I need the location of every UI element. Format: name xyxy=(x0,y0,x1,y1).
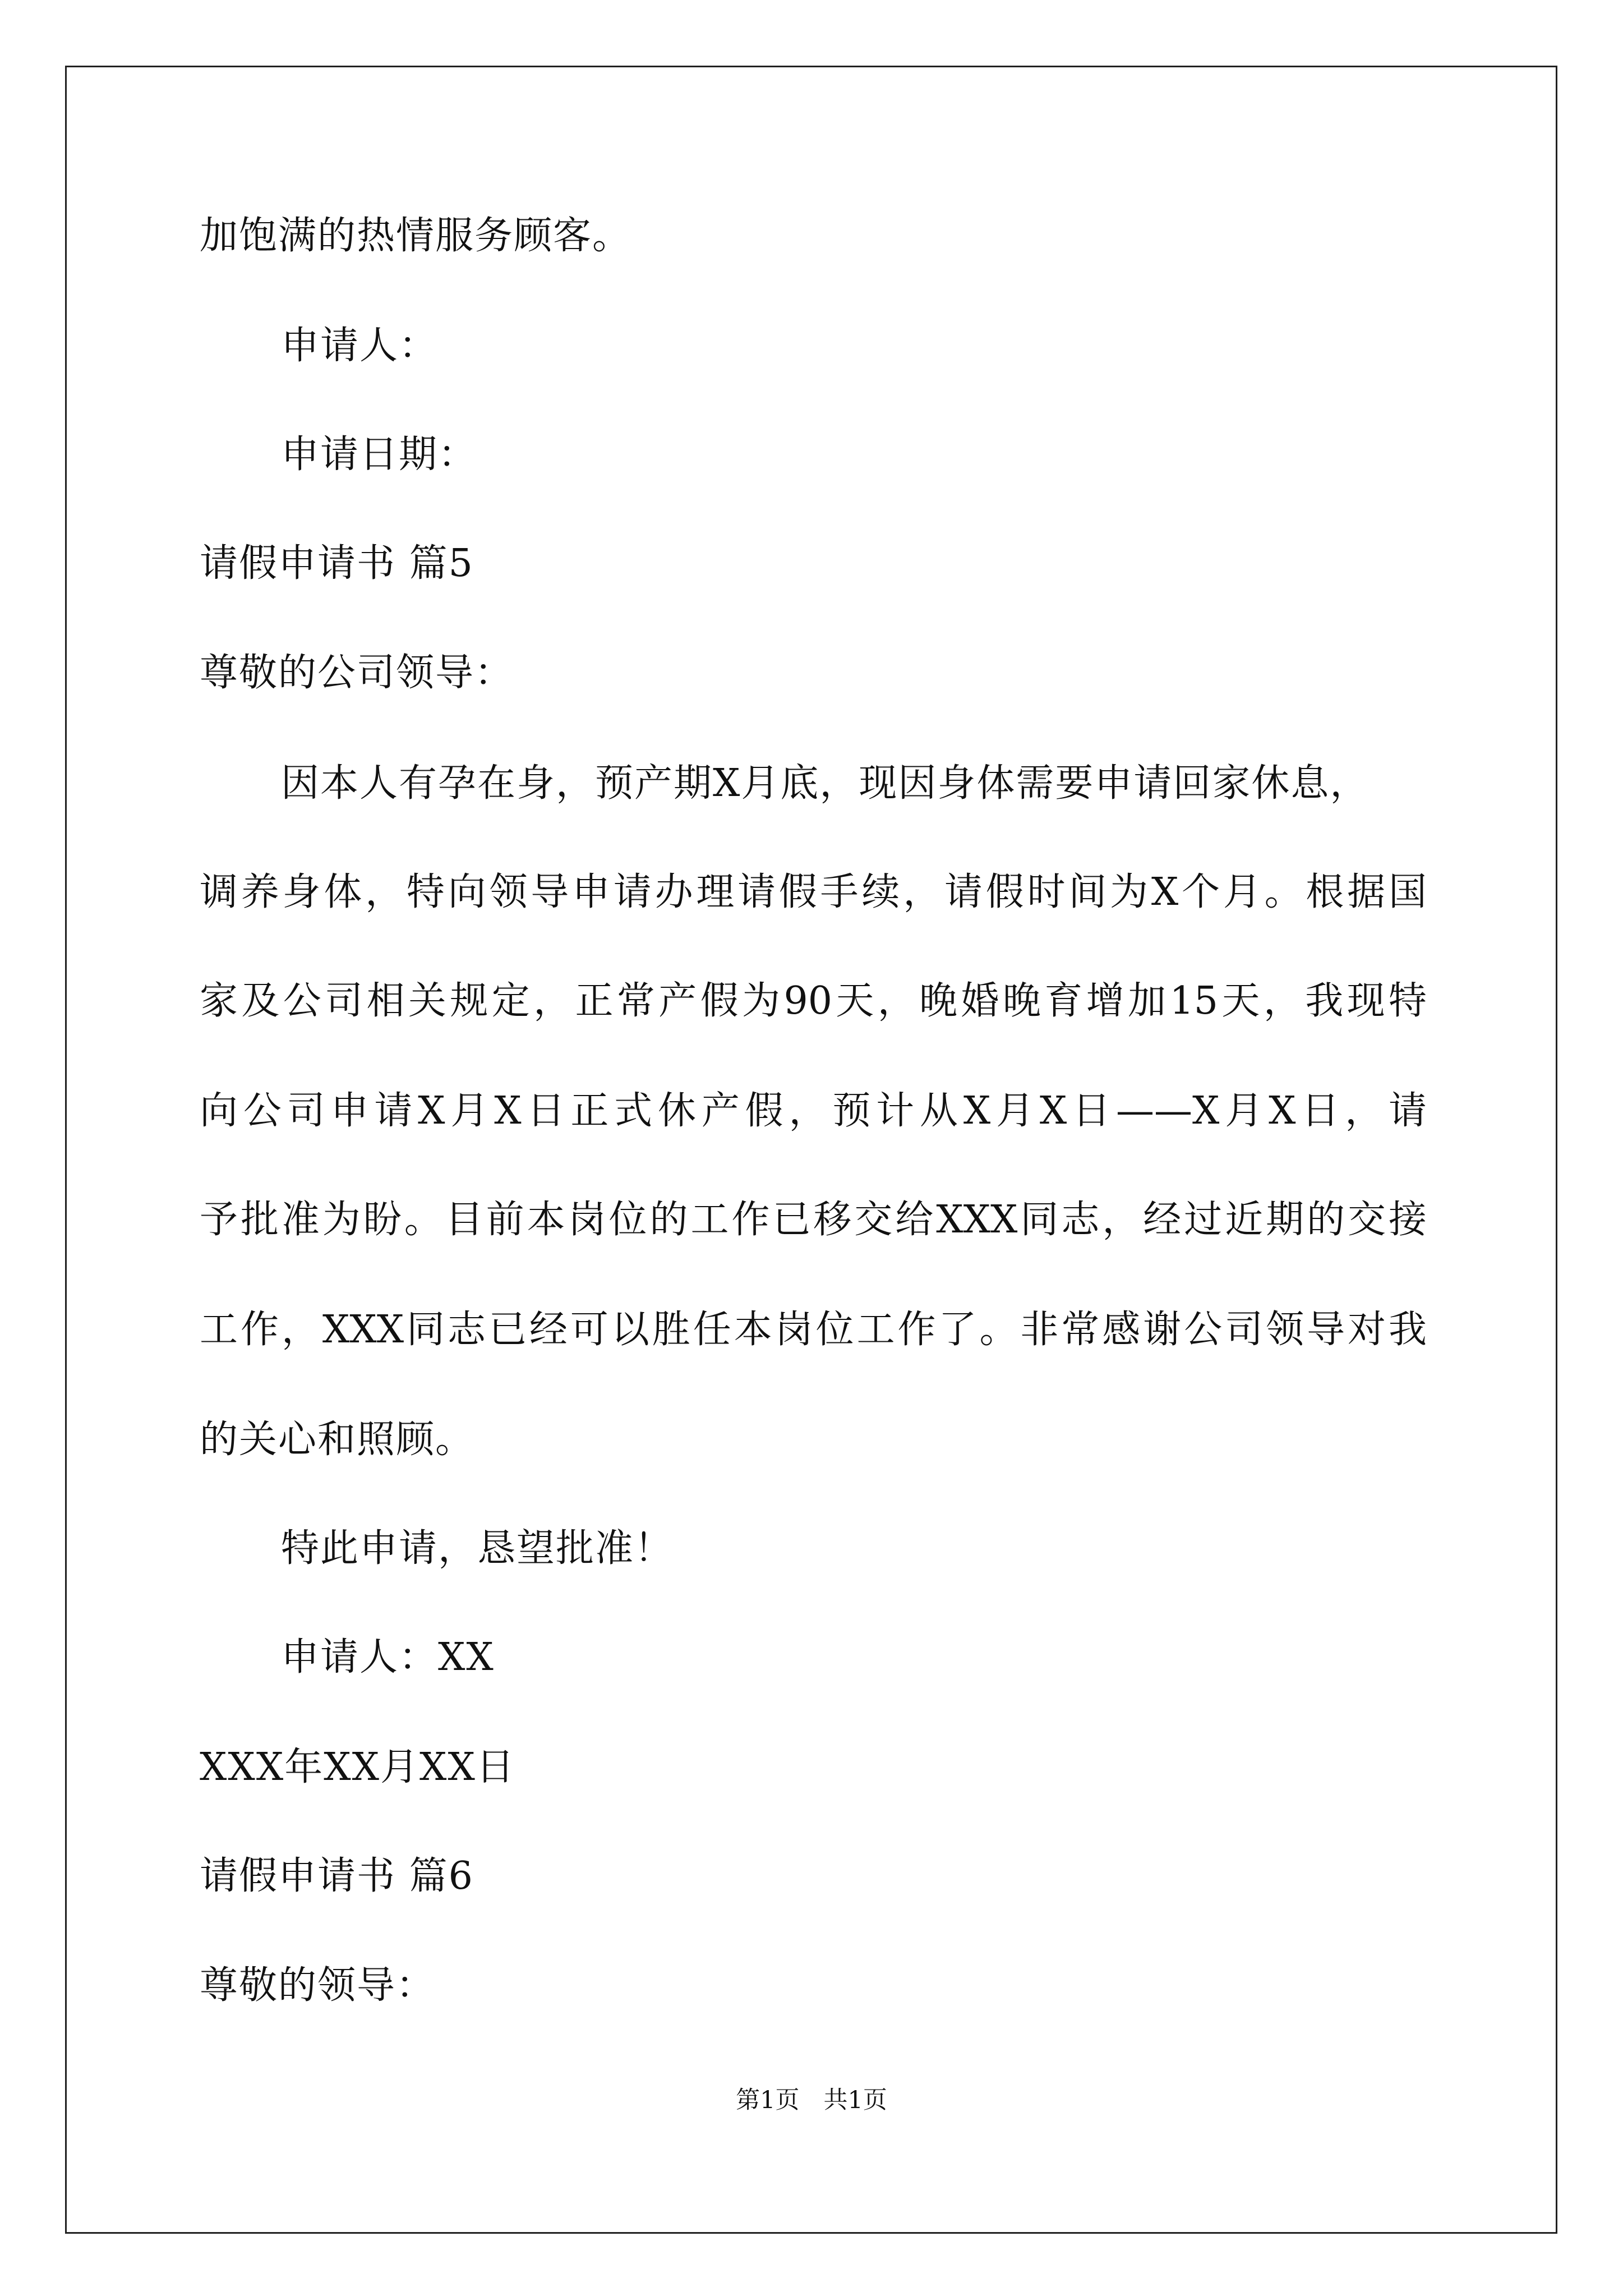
body-line: 家及公司相关规定，正常产假为90天，晚婚晚育增加15天，我现特 xyxy=(200,979,1427,1023)
closing-line: 特此申请，恳望批准！ xyxy=(281,1526,674,1571)
date-line: XXX年XX月XX日 xyxy=(200,1745,515,1789)
section-heading: 请假申请书 篇6 xyxy=(200,1854,474,1898)
body-line: 因本人有孕在身，预产期X月底，现因身体需要申请回家休息， xyxy=(281,761,1370,806)
body-line: 予批准为盼。目前本岗位的工作已移交给XXX同志，经过近期的交接 xyxy=(200,1198,1427,1242)
signature-line: 申请人：XX xyxy=(281,1635,495,1680)
body-line: 向公司申请X月X日正式休产假，预计从X月X日——X月X日，请 xyxy=(200,1089,1427,1133)
page-number-footer: 第1页 共1页 xyxy=(736,2086,887,2114)
text-line: 加饱满的热情服务顾客。 xyxy=(200,214,632,258)
body-line: 工作，XXX同志已经可以胜任本岗位工作了。非常感谢公司领导对我 xyxy=(200,1308,1427,1352)
body-line: 调养身体，特向领导申请办理请假手续，请假时间为X个月。根据国 xyxy=(200,870,1427,914)
page-border xyxy=(65,66,1557,2234)
salutation: 尊敬的领导： xyxy=(200,1963,436,2008)
applicant-label: 申请人： xyxy=(281,324,439,368)
application-date-label: 申请日期： xyxy=(281,432,478,477)
section-heading: 请假申请书 篇5 xyxy=(200,541,474,586)
body-line: 的关心和照顾。 xyxy=(200,1418,475,1462)
salutation: 尊敬的公司领导： xyxy=(200,651,514,695)
